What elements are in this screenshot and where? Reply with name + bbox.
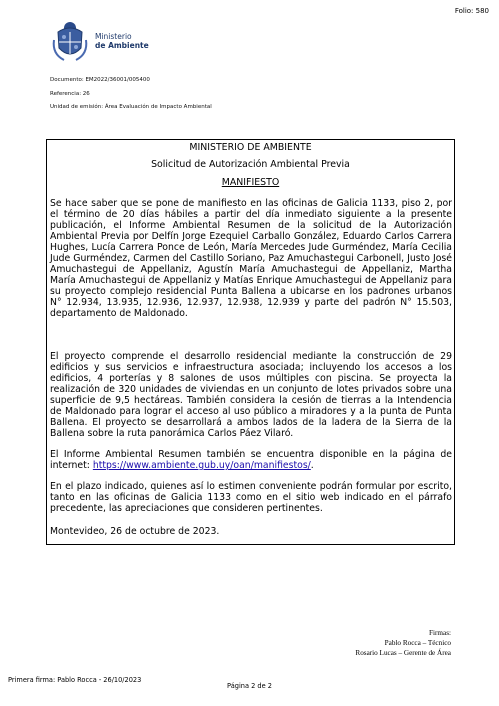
- ministry-name-line2: de Ambiente: [95, 41, 149, 50]
- paragraph-deadline: En el plazo indicado, quienes así lo estimen conveniente podrán formular por escrito, tanto en las oficinas de Galicia 1133 como en el sitio web indicado en el párrafo precedente, las apreciaciones que consideren pertinentes.: [50, 481, 452, 514]
- ministry-logo: [50, 18, 170, 64]
- signer-technician: Pablo Rocca – Técnico: [384, 639, 451, 647]
- first-signature: Primera firma: Pablo Rocca - 26/10/2023: [8, 676, 142, 684]
- issuing-unit: Unidad de emisión: Área Evaluación de Impacto Ambiental: [50, 104, 212, 110]
- request-title: Solicitud de Autorización Ambiental Previa: [151, 159, 350, 170]
- availability-end: .: [310, 460, 314, 471]
- paragraph-project: El proyecto comprende el desarrollo residencial mediante la construcción de 29 edificios y sus servicios e infraestructura asociada; incluyendo los accesos a los edificios, 4 porterías y 8 salones de usos múltiples con piscina. Se proyecta la realización de 320 unidades de viviendas en un conjunto de lotes privados sobre una superficie de 9,5 hectáreas. También considera la cesión de tierras a la Intendencia de Maldonado para lograr el acceso al uso público a miradores y a la punta de Punta Ballena. El proyecto se desarrollará a ambos lados de la ladera de la Sierra de la Ballena sobre la ruta panorámica Carlos Páez Vilaró.: [50, 351, 452, 439]
- page-number: Página 2 de 2: [227, 682, 272, 690]
- manifesto-box: [46, 139, 455, 545]
- coat-of-arms-icon: [50, 18, 90, 64]
- ministry-name-line1: Ministerio: [95, 32, 132, 41]
- signatures-label: Firmas:: [429, 629, 451, 637]
- availability-text: El Informe Ambiental Resumen también se encuentra disponible en la página de internet:: [50, 449, 452, 471]
- signatures-block: [355, 628, 451, 658]
- signer-manager: Rosario Lucas – Gerente de Área: [355, 649, 451, 657]
- paragraph-intro: Se hace saber que se pone de manifiesto en las oficinas de Galicia 1133, piso 2, por el término de 20 días hábiles a partir del día inmediato siguiente a la presente publicación, el Informe Ambiental Resumen de la solicitud de la Autorización Ambiental Previa por Delfín Jorge Ezequiel Carballo González, Eduardo Carlos Carrera Hughes, Lucía Carrera Ponce de León, María Mercedes Jude Gurméndez, María Cecilia Jude Gurméndez, Carmen del Castillo Soriano, Paz Amuchastegui Carbonell, Justo José Amuchastegui de Appellaniz, Agustín María Amuchastegui de Appellaniz, Martha María Amuchastegui de Appellaniz y Matías Enrique Amuchastegui de Appellaniz para su proyecto complejo residencial Punta Ballena a ubicarse en los padrones urbanos N° 12.934, 13.935, 12.936, 12.937, 12.938, 12.939 y parte del padrón N° 15.503, departamento de Maldonado.: [50, 198, 452, 319]
- folio-number: Folio: 580: [454, 7, 489, 15]
- document-id: Documento: EM2022/36001/005400: [50, 77, 150, 83]
- manifesto-title: MANIFIESTO: [221, 177, 280, 188]
- paragraph-date: Montevideo, 26 de octubre de 2023.: [50, 526, 220, 537]
- manifiestos-link[interactable]: https://www.ambiente.gub.uy/oan/manifiestos/: [92, 460, 311, 471]
- ministry-title: MINISTERIO DE AMBIENTE: [189, 142, 312, 153]
- reference: Referencia: 26: [50, 91, 90, 97]
- paragraph-availability: [50, 449, 452, 471]
